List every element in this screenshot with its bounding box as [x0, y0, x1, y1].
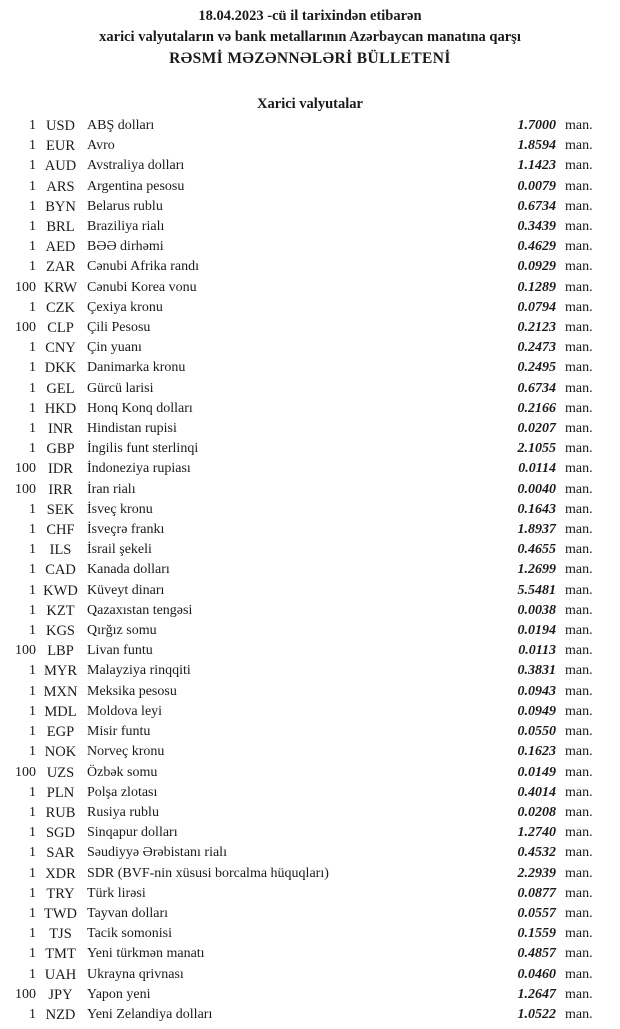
rate-value-cell: 0.0550	[517, 724, 556, 740]
table-row	[0, 540, 620, 560]
currency-code-cell: XDR	[45, 865, 76, 882]
unit-label-cell: man.	[565, 1006, 593, 1022]
table-row	[0, 480, 620, 500]
unit-label-cell: man.	[565, 764, 593, 780]
currency-name-cell: Tayvan dolları	[87, 905, 169, 921]
quantity-cell: 1	[29, 905, 36, 921]
quantity-cell: 100	[15, 764, 36, 780]
header-subtitle: xarici valyutaların və bank metallarının Azərbaycan manatına qarşı	[99, 29, 521, 45]
rate-value-cell: 1.0522	[517, 1006, 556, 1022]
table-row	[0, 439, 620, 459]
quantity-cell: 1	[29, 542, 36, 558]
quantity-cell: 1	[29, 219, 36, 235]
rate-value-cell: 1.8594	[517, 138, 556, 154]
rate-value-cell: 0.2495	[517, 360, 556, 376]
table-row	[0, 621, 620, 641]
currency-name-cell: Gürcü larisi	[87, 380, 154, 396]
table-row	[0, 419, 620, 439]
unit-label-cell: man.	[565, 986, 593, 1002]
quantity-cell: 1	[29, 118, 36, 133]
currency-name-cell: Sinqapur dolları	[87, 825, 178, 841]
table-row	[0, 843, 620, 863]
unit-label-cell: man.	[565, 804, 593, 820]
quantity-cell: 1	[29, 198, 36, 214]
table-row	[0, 581, 620, 601]
unit-label-cell: man.	[565, 522, 593, 538]
quantity-cell: 1	[29, 825, 36, 841]
currency-code-cell: AED	[45, 239, 76, 256]
rate-value-cell: 0.2166	[517, 400, 556, 416]
currency-code-cell: CHF	[46, 522, 75, 539]
currency-name-cell: Livan funtu	[87, 643, 153, 659]
table-row	[0, 884, 620, 904]
rate-value-cell: 0.1643	[517, 501, 556, 517]
currency-name-cell: Türk lirəsi	[87, 885, 146, 901]
table-row	[0, 257, 620, 277]
rate-value-cell: 0.1623	[517, 744, 556, 760]
unit-label-cell: man.	[565, 865, 593, 881]
currency-name-cell: İndoneziya rupiası	[87, 461, 191, 477]
currency-name-cell: İsrail şekeli	[87, 542, 152, 558]
table-row	[0, 924, 620, 944]
table-row	[0, 338, 620, 358]
currency-name-cell: Yapon yeni	[87, 986, 151, 1002]
rate-value-cell: 1.7000	[517, 118, 556, 133]
unit-label-cell: man.	[565, 380, 593, 396]
unit-label-cell: man.	[565, 885, 593, 901]
table-row	[0, 864, 620, 884]
currency-code-cell: NOK	[44, 744, 77, 761]
header-date-line: 18.04.2023 -cü il tarixindən etibarən	[198, 8, 422, 24]
currency-name-cell: Qazaxıstan tengəsi	[87, 602, 193, 618]
table-row	[0, 116, 620, 136]
rate-value-cell: 2.2939	[517, 865, 556, 881]
unit-label-cell: man.	[565, 683, 593, 699]
rate-value-cell: 2.1055	[517, 441, 556, 457]
quantity-cell: 1	[29, 501, 36, 517]
rate-value-cell: 0.0943	[517, 683, 556, 699]
quantity-cell: 1	[29, 703, 36, 719]
currency-name-cell: Tacik somonisi	[87, 926, 172, 942]
quantity-cell: 1	[29, 946, 36, 962]
quantity-cell: 100	[15, 986, 36, 1002]
currency-name-cell: Avstraliya dolları	[87, 158, 185, 174]
quantity-cell: 1	[29, 885, 36, 901]
quantity-cell: 1	[29, 178, 36, 194]
quantity-cell: 1	[29, 582, 36, 598]
currency-name-cell: Honq Konq dolları	[87, 400, 193, 416]
table-row	[0, 985, 620, 1005]
currency-code-cell: ILS	[49, 542, 72, 559]
rate-value-cell: 0.0460	[517, 966, 556, 982]
unit-label-cell: man.	[565, 784, 593, 800]
rate-value-cell: 0.4629	[517, 239, 556, 255]
currency-name-cell: Cənubi Afrika randı	[87, 259, 199, 275]
table-row	[0, 298, 620, 318]
currency-code-cell: DKK	[44, 360, 77, 377]
table-row	[0, 904, 620, 924]
currency-code-cell: LBP	[47, 643, 74, 660]
currency-code-cell: RUB	[45, 804, 76, 821]
currency-code-cell: SGD	[45, 825, 75, 842]
currency-code-cell: SEK	[46, 501, 75, 518]
quantity-cell: 1	[29, 845, 36, 861]
currency-code-cell: KRW	[43, 279, 78, 296]
table-row	[0, 965, 620, 985]
quantity-cell: 1	[29, 340, 36, 356]
currency-name-cell: Argentina pesosu	[87, 178, 185, 194]
quantity-cell: 1	[29, 421, 36, 437]
currency-code-cell: EUR	[46, 138, 75, 155]
unit-label-cell: man.	[565, 400, 593, 416]
unit-label-cell: man.	[565, 320, 593, 336]
table-row	[0, 318, 620, 338]
unit-label-cell: man.	[565, 158, 593, 174]
currency-code-cell: MXN	[43, 683, 78, 700]
currency-code-cell: GEL	[46, 380, 75, 397]
rate-value-cell: 0.0038	[517, 602, 556, 618]
unit-label-cell: man.	[565, 623, 593, 639]
unit-label-cell: man.	[565, 825, 593, 841]
unit-label-cell: man.	[565, 138, 593, 154]
rate-value-cell: 0.0114	[518, 461, 556, 477]
currency-name-cell: Kanada dolları	[87, 562, 170, 578]
unit-label-cell: man.	[565, 542, 593, 558]
unit-label-cell: man.	[565, 724, 593, 740]
currency-name-cell: Danimarka kronu	[87, 360, 186, 376]
rate-value-cell: 1.2647	[517, 986, 556, 1002]
rate-value-cell: 0.0208	[517, 804, 556, 820]
currency-code-cell: AUD	[44, 158, 77, 175]
rate-value-cell: 0.4014	[517, 784, 556, 800]
quantity-cell: 1	[29, 926, 36, 942]
currency-code-cell: MYR	[43, 663, 78, 680]
quantity-cell: 1	[29, 966, 36, 982]
quantity-cell: 1	[29, 724, 36, 740]
rate-value-cell: 0.0149	[517, 764, 556, 780]
unit-label-cell: man.	[565, 582, 593, 598]
rate-value-cell: 1.8937	[517, 522, 556, 538]
currency-code-cell: HKD	[44, 400, 77, 417]
currency-code-cell: ARS	[46, 178, 75, 195]
rate-value-cell: 0.4532	[517, 845, 556, 861]
quantity-cell: 100	[15, 481, 36, 497]
quantity-cell: 100	[15, 279, 36, 295]
currency-code-cell: UZS	[46, 764, 75, 781]
currency-code-cell: KZT	[46, 602, 75, 619]
currency-name-cell: Rusiya rublu	[87, 804, 159, 820]
rate-value-cell: 1.1423	[517, 158, 556, 174]
quantity-cell: 1	[29, 602, 36, 618]
currency-name-cell: İsveçrə frankı	[87, 522, 165, 538]
unit-label-cell: man.	[565, 501, 593, 517]
unit-label-cell: man.	[565, 198, 593, 214]
currency-code-cell: IDR	[48, 461, 73, 478]
rate-value-cell: 0.0079	[517, 178, 556, 194]
quantity-cell: 100	[15, 320, 36, 336]
bulletin-title: RƏSMİ MƏZƏNNƏLƏRİ BÜLLETENİ	[169, 50, 451, 67]
table-row	[0, 823, 620, 843]
table-row	[0, 783, 620, 803]
table-row	[0, 661, 620, 681]
table-row	[0, 763, 620, 783]
currency-name-cell: Səudiyyə Ərəbistanı rialı	[87, 845, 227, 861]
currency-name-cell: Çin yuanı	[87, 340, 142, 356]
rate-value-cell: 0.3439	[517, 219, 556, 235]
rate-value-cell: 0.6734	[517, 198, 556, 214]
currency-name-cell: Cənubi Korea vonu	[87, 279, 197, 295]
currency-name-cell: Küveyt dinarı	[87, 582, 165, 598]
unit-label-cell: man.	[565, 845, 593, 861]
currency-code-cell: TRY	[46, 885, 75, 902]
rate-value-cell: 0.2473	[517, 340, 556, 356]
rates-table-body	[0, 116, 620, 1025]
table-row	[0, 742, 620, 762]
currency-code-cell: BYN	[45, 198, 76, 215]
unit-label-cell: man.	[565, 703, 593, 719]
currency-code-cell: SAR	[46, 845, 75, 862]
quantity-cell: 1	[29, 663, 36, 679]
table-row	[0, 702, 620, 722]
unit-label-cell: man.	[565, 219, 593, 235]
currency-name-cell: Moldova leyi	[87, 703, 163, 719]
quantity-cell: 1	[29, 562, 36, 578]
unit-label-cell: man.	[565, 178, 593, 194]
quantity-cell: 1	[29, 158, 36, 174]
table-row	[0, 1005, 620, 1025]
quantity-cell: 1	[29, 744, 36, 760]
rate-value-cell: 0.0877	[517, 885, 556, 901]
rate-value-cell: 0.0194	[517, 623, 556, 639]
unit-label-cell: man.	[565, 481, 593, 497]
quantity-cell: 1	[29, 804, 36, 820]
currency-name-cell: BƏƏ dirhəmi	[87, 239, 164, 255]
currency-name-cell: Belarus rublu	[87, 198, 163, 214]
rate-value-cell: 0.0040	[517, 481, 556, 497]
currency-name-cell: Norveç kronu	[87, 744, 165, 760]
rate-value-cell: 0.6734	[517, 380, 556, 396]
currency-code-cell: TWD	[43, 905, 77, 922]
unit-label-cell: man.	[565, 299, 593, 315]
quantity-cell: 1	[29, 239, 36, 255]
currency-code-cell: GBP	[46, 441, 75, 458]
currency-code-cell: BRL	[46, 219, 75, 236]
section-title-foreign-currencies: Xarici valyutalar	[257, 96, 363, 112]
quantity-cell: 1	[29, 441, 36, 457]
unit-label-cell: man.	[565, 239, 593, 255]
currency-name-cell: Meksika pesosu	[87, 683, 177, 699]
currency-code-cell: CLP	[47, 320, 74, 337]
rate-value-cell: 0.3831	[517, 663, 556, 679]
table-row	[0, 156, 620, 176]
quantity-cell: 1	[29, 623, 36, 639]
rate-value-cell: 1.2740	[517, 825, 556, 841]
currency-code-cell: CZK	[46, 299, 75, 316]
rate-value-cell: 1.2699	[517, 562, 556, 578]
quantity-cell: 1	[29, 522, 36, 538]
table-row	[0, 237, 620, 257]
quantity-cell: 1	[29, 865, 36, 881]
table-row	[0, 177, 620, 197]
currency-code-cell: ZAR	[46, 259, 75, 276]
currency-code-cell: TJS	[49, 926, 72, 943]
table-row	[0, 641, 620, 661]
unit-label-cell: man.	[565, 663, 593, 679]
currency-name-cell: Yeni Zelandiya dolları	[87, 1006, 213, 1022]
currency-name-cell: Qırğız somu	[87, 623, 157, 639]
unit-label-cell: man.	[565, 340, 593, 356]
table-row	[0, 520, 620, 540]
rate-value-cell: 0.2123	[517, 320, 556, 336]
currency-code-cell: CNY	[45, 340, 76, 357]
currency-name-cell: Polşa zlotası	[87, 784, 158, 800]
quantity-cell: 1	[29, 683, 36, 699]
currency-code-cell: IRR	[48, 481, 73, 498]
unit-label-cell: man.	[565, 562, 593, 578]
currency-code-cell: INR	[48, 421, 73, 438]
quantity-cell: 100	[15, 461, 36, 477]
table-row	[0, 682, 620, 702]
currency-code-cell: UAH	[44, 966, 77, 983]
currency-name-cell: Özbək somu	[87, 764, 158, 780]
rate-value-cell: 0.1289	[517, 279, 556, 295]
currency-name-cell: Hindistan rupisi	[87, 421, 177, 437]
rate-value-cell: 0.4655	[517, 542, 556, 558]
currency-code-cell: CAD	[45, 562, 76, 579]
currency-name-cell: Yeni türkmən manatı	[87, 946, 205, 962]
quantity-cell: 1	[29, 138, 36, 154]
quantity-cell: 1	[29, 400, 36, 416]
quantity-cell: 1	[29, 1006, 36, 1022]
table-row	[0, 278, 620, 298]
currency-name-cell: Malayziya rinqqiti	[87, 663, 191, 679]
rate-value-cell: 0.1559	[517, 926, 556, 942]
currency-name-cell: İsveç kronu	[87, 501, 153, 517]
table-row	[0, 601, 620, 621]
currency-name-cell: Avro	[87, 138, 115, 154]
unit-label-cell: man.	[565, 744, 593, 760]
table-row	[0, 560, 620, 580]
currency-code-cell: MDL	[44, 703, 77, 720]
unit-label-cell: man.	[565, 926, 593, 942]
table-row	[0, 722, 620, 742]
table-row	[0, 459, 620, 479]
unit-label-cell: man.	[565, 946, 593, 962]
table-row	[0, 944, 620, 964]
rate-value-cell: 0.0207	[517, 421, 556, 437]
unit-label-cell: man.	[565, 421, 593, 437]
quantity-cell: 1	[29, 299, 36, 315]
unit-label-cell: man.	[565, 461, 593, 477]
currency-code-cell: KGS	[45, 623, 75, 640]
unit-label-cell: man.	[565, 602, 593, 618]
table-row	[0, 399, 620, 419]
currency-name-cell: Misir funtu	[87, 724, 151, 740]
currency-code-cell: TMT	[45, 946, 76, 963]
currency-code-cell: NZD	[45, 1006, 76, 1023]
rate-value-cell: 0.0949	[517, 703, 556, 719]
currency-code-cell: USD	[45, 118, 75, 134]
currency-name-cell: Braziliya rialı	[87, 219, 165, 235]
table-row	[0, 217, 620, 237]
table-row	[0, 379, 620, 399]
rate-value-cell: 0.0929	[517, 259, 556, 275]
unit-label-cell: man.	[565, 118, 593, 133]
rate-value-cell: 0.0794	[517, 299, 556, 315]
unit-label-cell: man.	[565, 360, 593, 376]
currency-name-cell: ABŞ dolları	[87, 118, 155, 133]
currency-name-cell: Çili Pesosu	[87, 320, 151, 336]
table-row	[0, 197, 620, 217]
currency-code-cell: PLN	[46, 784, 75, 801]
rate-value-cell: 5.5481	[517, 582, 556, 598]
table-row	[0, 358, 620, 378]
currency-name-cell: Ukrayna qrivnası	[87, 966, 184, 982]
table-row	[0, 803, 620, 823]
quantity-cell: 1	[29, 259, 36, 275]
quantity-cell: 100	[15, 643, 36, 659]
unit-label-cell: man.	[565, 905, 593, 921]
unit-label-cell: man.	[565, 643, 593, 659]
currency-code-cell: KWD	[43, 582, 78, 599]
currency-name-cell: SDR (BVF-nin xüsusi borcalma hüquqları)	[87, 865, 329, 881]
unit-label-cell: man.	[565, 279, 593, 295]
rate-value-cell: 0.0113	[518, 643, 556, 659]
rate-value-cell: 0.4857	[517, 946, 556, 962]
currency-code-cell: JPY	[48, 986, 73, 1003]
quantity-cell: 1	[29, 784, 36, 800]
table-row	[0, 500, 620, 520]
rate-value-cell: 0.0557	[517, 905, 556, 921]
unit-label-cell: man.	[565, 966, 593, 982]
table-row	[0, 136, 620, 156]
currency-name-cell: Çexiya kronu	[87, 299, 163, 315]
quantity-cell: 1	[29, 360, 36, 376]
unit-label-cell: man.	[565, 441, 593, 457]
currency-name-cell: İran rialı	[87, 481, 136, 497]
exchange-rates-table	[0, 116, 620, 1025]
unit-label-cell: man.	[565, 259, 593, 275]
quantity-cell: 1	[29, 380, 36, 396]
currency-name-cell: İngilis funt sterlinqi	[87, 441, 199, 457]
currency-code-cell: EGP	[46, 724, 75, 741]
